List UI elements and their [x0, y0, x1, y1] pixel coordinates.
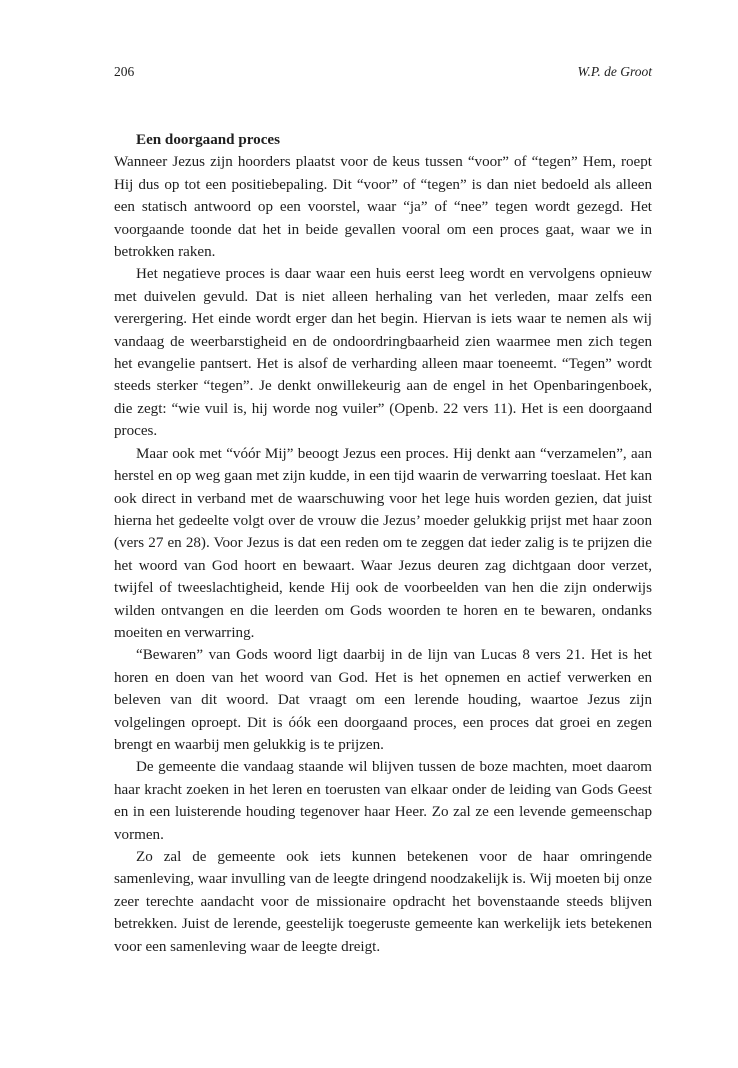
- section-body: [114, 129, 652, 958]
- paragraph: Maar ook met “vóór Mij” beoogt Jezus een proces. Hij denkt aan “verzamelen”, aan herstel en op weg gaan met zijn kudde, in een tijd waarin de verwarring toeslaat. Het kan ook direct in verband met de waarschuwing voor het lege huis worden gezien, dat juist hierna het gedeelte volgt over de vrouw die Jezus’ moeder gelukkig prijst met haar zoon (vers 27 en 28). Voor Jezus is dat een reden om te zeggen dat ieder zalig is te prijzen die het woord van God hoort en bewaart. Waar Jezus deuren zag dichtgaan door verzet, twijfel of tweeslachtigheid, kende Hij ook de voorbeelden van hen die zijn onderwijs wilden ontvangen en die leerden om Gods woorden te horen en te bewaren, ondanks moeiten en verwarring.: [114, 445, 652, 641]
- paragraph: “Bewaren” van Gods woord ligt daarbij in de lijn van Lucas 8 vers 21. Het is het horen en doen van het woord van God. Het is het opnemen en actief verwerken en beleven van dit woord. Dat vraagt om een lerende houding, waartoe Jezus zijn volgelingen oproept. Dit is óók een doorgaand proces, een proces dat groei en zegen brengt en waarbij men gelukkig is te prijzen.: [114, 647, 652, 753]
- running-head-author: W.P. de Groot: [577, 64, 652, 79]
- section-heading: Een doorgaand proces: [136, 132, 280, 148]
- paragraph: Het negatieve proces is daar waar een huis eerst leeg wordt en vervolgens opnieuw met duivelen gevuld. Dat is niet alleen herhaling van het verleden, maar zelfs een verergering. Het einde wordt erger dan het begin. Hiervan is iets waar te nemen als wij vandaag de weerbarstigheid en de ondoordringbaarheid zien waarmee men zich tegen het evangelie pantsert. Het is alsof de verharding alleen maar toeneemt. “Tegen” wordt steeds sterker “tegen”. Je denkt onwillekeurig aan de engel in het Openbaringenboek, die zegt: “wie vuil is, hij worde nog vuiler” (Openb. 22 vers 11). Het is een doorgaand proces.: [114, 266, 652, 440]
- paragraph: Wanneer Jezus zijn hoorders plaatst voor de keus tussen “voor” of “tegen” Hem, roept Hij dus op tot een positiebepaling. Dit “voor” of “tegen” is dan niet bedoeld als alleen een statisch antwoord op een voorstel, waar “ja” of “nee” tegen wordt gezegd. Het voorgaande toonde dat het in beide gevallen vooral om een proces gaat, waar we in betrokken raken.: [114, 154, 652, 261]
- page-number: 206: [114, 64, 135, 79]
- paragraph: De gemeente die vandaag staande wil blijven tussen de boze machten, moet daarom haar kracht zoeken in het leren en toerusten van elkaar onder de leiding van Gods Geest en in een luisterende houding tegenover haar Heer. Zo zal ze een levende gemeenschap vormen.: [114, 759, 652, 843]
- paragraph: Zo zal de gemeente ook iets kunnen betekenen voor de haar omringende samenleving, waar invulling van de leegte dringend noodzakelijk is. Wij moeten bij onze zeer terechte aandacht voor de missionaire opdracht het bovenstaande steeds blijven betrekken. Juist de lerende, geestelijk toegeruste gemeente kan werkelijk iets betekenen voor een samenleving waar de leegte dreigt.: [114, 849, 652, 955]
- running-head: [114, 64, 652, 84]
